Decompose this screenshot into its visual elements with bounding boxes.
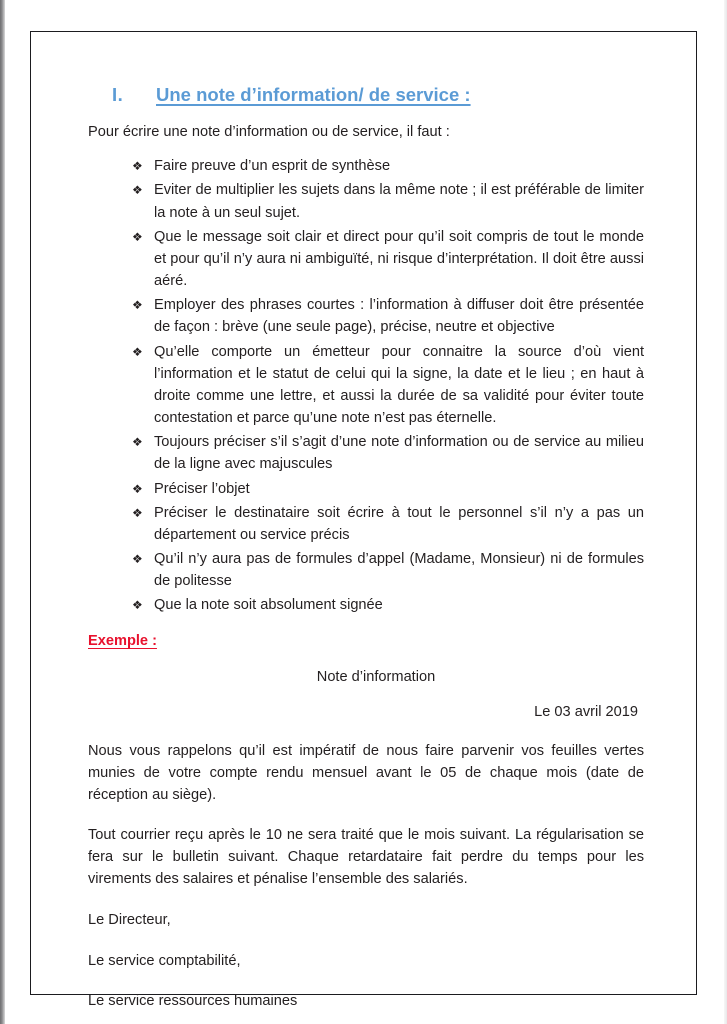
list-item-text: Qu’elle comporte un émetteur pour connaitre la source d’où vient l’information et le statut de celui qui la signe, la date et le lieu ; en haut à droite comme une lettre, et aussi la durée de sa validité pour éviter toute contestation et parce qu’une note n’est pas éternelle. [154, 343, 644, 427]
diamond-bullet-icon: ❖ [132, 159, 143, 174]
diamond-bullet-icon: ❖ [132, 298, 143, 313]
signature-line: Le Directeur, [88, 911, 171, 928]
note-paragraph: Nous vous rappelons qu’il est impératif de nous faire parvenir vos feuilles vertes munies de votre compte rendu mensuel avant le 05 de chaque mois (date de réception au siège). [88, 742, 644, 803]
list-item [132, 294, 644, 338]
list-item-text: Faire preuve d’un esprit de synthèse [154, 158, 391, 175]
list-item-text: Préciser le destinataire soit écrire à tout le personnel s’il n’y a pas un département ou service précis [154, 504, 644, 543]
heading-text: Une note d’information/ de service : [156, 84, 471, 105]
document-content [88, 84, 644, 1013]
page-border-frame [30, 31, 697, 1010]
diamond-bullet-icon: ❖ [132, 598, 143, 613]
diamond-bullet-icon: ❖ [132, 435, 143, 450]
diamond-bullet-icon: ❖ [132, 229, 143, 244]
diamond-bullet-icon: ❖ [132, 481, 143, 496]
note-paragraph: Tout courrier reçu après le 10 ne sera traité que le mois suivant. La régularisation se fera sur le bulletin suivant. Chaque retardataire fait perdre du temps pour les virements des salaires et pénalise l’ensemble des salariés. [88, 827, 644, 888]
signature-line: Le service ressources humaines [88, 993, 298, 1010]
list-item [132, 155, 644, 177]
note-title: Note d’information [316, 668, 436, 685]
diamond-bullet-icon: ❖ [132, 183, 143, 198]
note-date: Le 03 avril 2019 [534, 703, 638, 720]
heading-numeral: I. [112, 84, 124, 105]
list-item-text: Qu’il n’y aura pas de formules d’appel (Madame, Monsieur) ni de formules de politesse [154, 551, 644, 590]
list-item [132, 478, 644, 500]
list-item [132, 341, 644, 430]
list-item-text: Préciser l’objet [154, 480, 250, 497]
page-title [88, 84, 644, 106]
example-label [88, 633, 644, 649]
list-item [132, 431, 644, 475]
list-item [132, 502, 644, 546]
list-item [132, 594, 644, 616]
list-item [132, 179, 644, 223]
signature-line: Le service comptabilité, [88, 952, 241, 969]
diamond-bullet-icon: ❖ [132, 344, 143, 359]
requirements-list [88, 155, 644, 616]
diamond-bullet-icon: ❖ [132, 505, 143, 520]
example-label-text: Exemple : [88, 632, 157, 649]
list-item-text: Toujours préciser s’il s’agit d’une note d’information ou de service au milieu de la ligne avec majuscules [154, 434, 644, 473]
list-item-text: Que la note soit absolument signée [154, 597, 383, 614]
intro-paragraph: Pour écrire une note d’information ou de service, il faut : [88, 124, 450, 140]
list-item-text: Que le message soit clair et direct pour qu’il soit compris de tout le monde et pour qu’il n’y aura ni ambiguïté, ni risque d’interprétation. Il doit être aussi aéré. [154, 228, 644, 290]
diamond-bullet-icon: ❖ [132, 552, 143, 567]
list-item-text: Eviter de multiplier les sujets dans la même note ; il est préférable de limiter la note à un seul sujet. [154, 182, 644, 221]
list-item [132, 226, 644, 293]
scan-edge-left [0, 0, 5, 1024]
list-item-text: Employer des phrases courtes : l’information à diffuser doit être présentée de façon : brève (une seule page), précise, neutre et objective [154, 297, 644, 336]
list-item [132, 548, 644, 592]
